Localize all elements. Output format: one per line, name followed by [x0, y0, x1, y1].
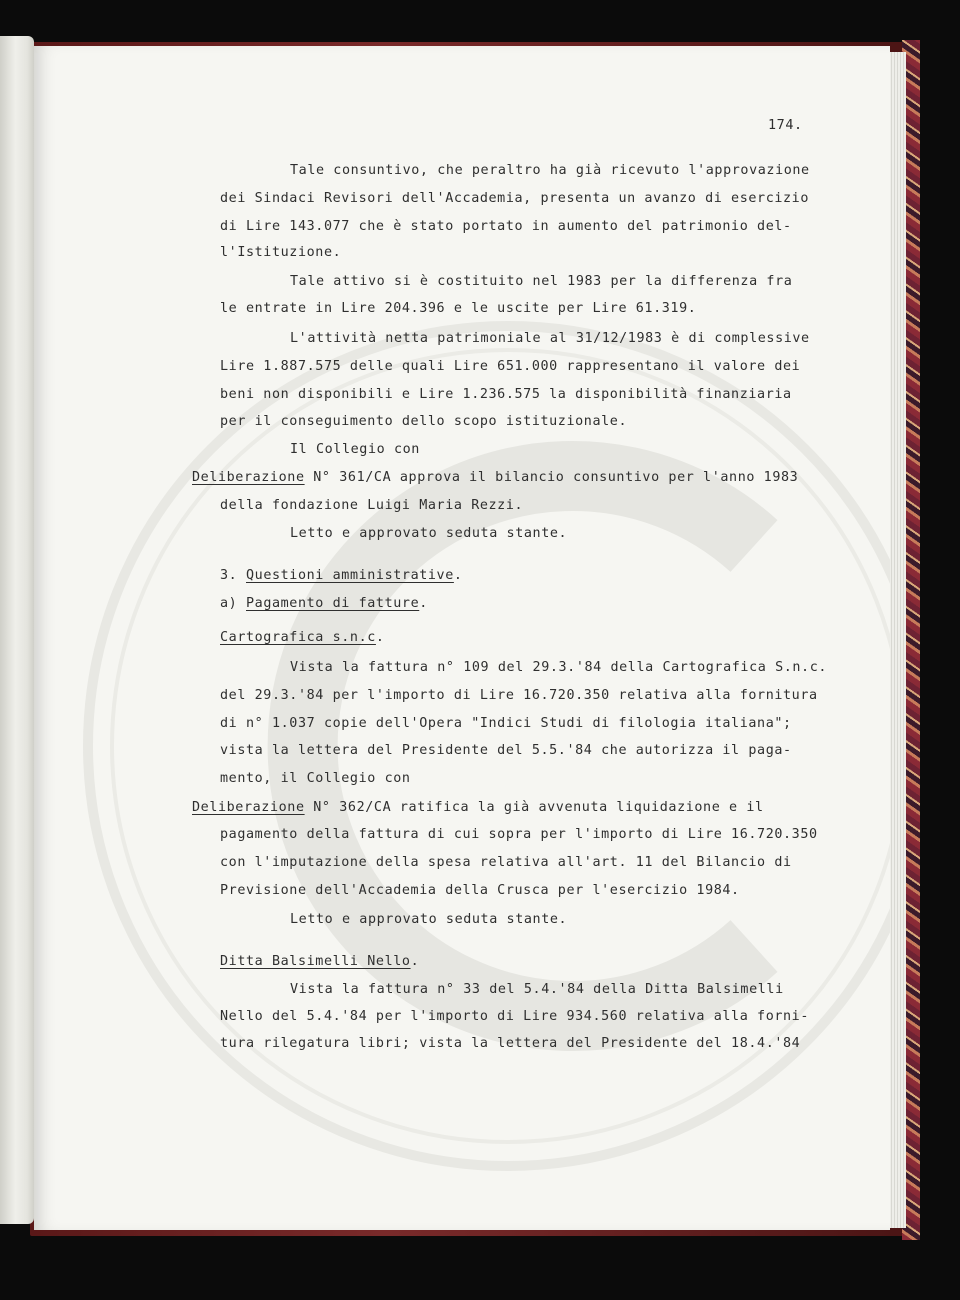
body-line: con l'imputazione della spesa relativa all'art. 11 del Bilancio di — [220, 855, 792, 870]
document-page — [34, 46, 890, 1230]
punctuation: . — [410, 954, 420, 969]
body-line: della fondazione Luigi Maria Rezzi. — [220, 498, 524, 513]
section-number: 3. — [220, 568, 246, 583]
body-line: Vista la fattura n° 109 del 29.3.'84 della Cartografica S.n.c. — [290, 660, 828, 675]
body-line: Tale attivo si è costituito nel 1983 per la differenza fra — [290, 274, 793, 289]
body-line: pagamento della fattura di cui sopra per l'importo di Lire 16.720.350 — [220, 827, 818, 842]
item-heading — [220, 954, 419, 969]
body-line: per il conseguimento dello scopo istituzionale. — [220, 414, 628, 429]
subsection-letter: a) — [220, 596, 246, 611]
body-line: Tale consuntivo, che peraltro ha già ricevuto l'approvazione — [290, 163, 810, 178]
section-heading — [220, 568, 463, 583]
section-title: Questioni amministrative — [246, 568, 454, 583]
body-line: Nello del 5.4.'84 per l'importo di Lire 934.560 relativa alla forni- — [220, 1009, 810, 1024]
body-line: mento, il Collegio con — [220, 771, 411, 786]
body-line: Il Collegio con — [290, 442, 420, 457]
punctuation: . — [419, 596, 428, 611]
punctuation: . — [453, 568, 463, 583]
item-title: Ditta Balsimelli Nello — [220, 954, 411, 969]
body-text: N° 362/CA ratifica la già avvenuta liquidazione e il — [304, 800, 764, 815]
body-line: dei Sindaci Revisori dell'Accademia, presenta un avanzo di esercizio — [220, 191, 810, 206]
body-text: N° 361/CA approva il bilancio consuntivo per l'anno 1983 — [304, 470, 799, 485]
body-line: vista la lettera del Presidente del 5.5.'84 che autorizza il paga- — [220, 743, 792, 758]
body-line: Letto e approvato seduta stante. — [290, 912, 568, 927]
body-line: l'Istituzione. — [220, 245, 342, 260]
body-line: le entrate in Lire 204.396 e le uscite per Lire 61.319. — [220, 301, 697, 316]
subsection-heading — [220, 596, 428, 611]
body-line: del 29.3.'84 per l'importo di Lire 16.720.350 relativa alla fornitura — [220, 688, 818, 703]
facing-page-edge — [0, 36, 34, 1224]
subsection-title: Pagamento di fatture — [246, 596, 420, 611]
body-line: tura rilegatura libri; vista la lettera del Presidente del 18.4.'84 — [220, 1036, 801, 1051]
body-line: Previsione dell'Accademia della Crusca per l'esercizio 1984. — [220, 883, 740, 898]
body-line: L'attività netta patrimoniale al 31/12/1983 è di complessive — [290, 331, 810, 346]
body-line: Lire 1.887.575 delle quali Lire 651.000 rappresentano il valore dei — [220, 359, 801, 374]
item-heading — [220, 630, 385, 645]
resolution-line — [192, 470, 798, 485]
punctuation: . — [375, 630, 385, 645]
body-line: di Lire 143.077 che è stato portato in aumento del patrimonio del- — [220, 219, 792, 234]
page-number: 174. — [768, 118, 803, 133]
body-line: Vista la fattura n° 33 del 5.4.'84 della Ditta Balsimelli — [290, 982, 784, 997]
body-line: Letto e approvato seduta stante. — [290, 526, 568, 541]
deliberation-label: Deliberazione — [192, 470, 305, 485]
body-line: di n° 1.037 copie dell'Opera "Indici Studi di filologia italiana"; — [220, 716, 792, 731]
deliberation-label: Deliberazione — [192, 800, 305, 815]
body-line: beni non disponibili e Lire 1.236.575 la disponibilità finanziaria — [220, 387, 792, 402]
item-title: Cartografica s.n.c — [220, 630, 376, 645]
resolution-line — [192, 800, 764, 815]
